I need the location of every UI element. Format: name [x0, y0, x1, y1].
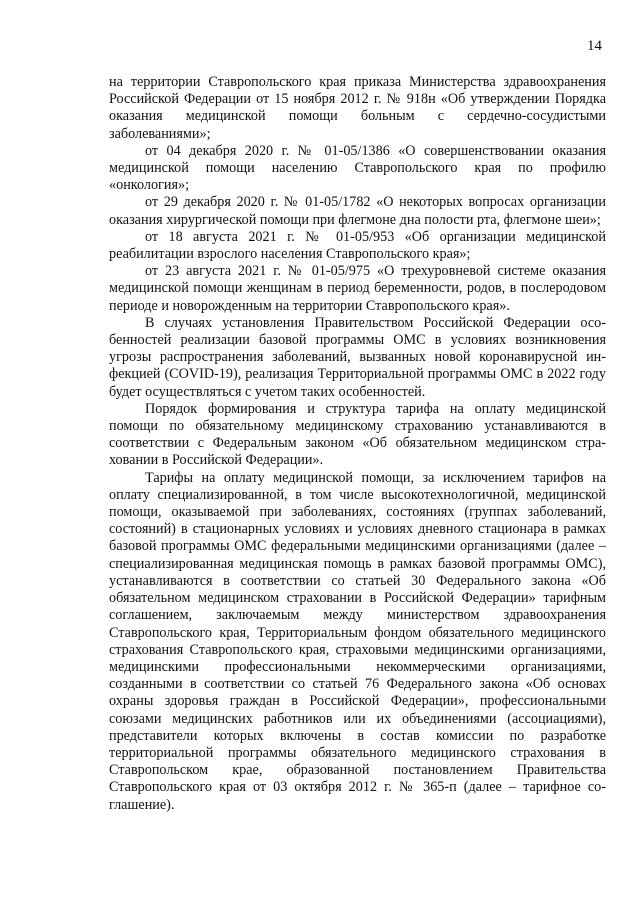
- paragraph-tariff-agreement: Тарифы на оплату медицинской помощи, за исключением тарифов на оплату специализированной, в том числе высокотехнологичной, медицинской помощи, оказываемой при заболеваниях, состояниях (группах заболеваний, состояний) в стационарных условиях и условиях дневного стационара в рамках базовой программы ОМС федеральными медицинскими организациями (далее – специализированная медицинская помощь в рамках базовой программы ОМС), устанавливаются в соответствии со статьей 30 Федерального закона «Об обязательном медицинском страховании в Российской Федерации» тарифным соглашением, заключаемым между министерством здравоохранения Ставропольского края, Территориальным фондом обязательного медицинского страхования Ставропольского края, страховыми медицинскими организациями, медицинскими профессиональными некоммерческими организациями, созданными в соответствии со статьей 76 Федерального закона «Об основах охраны здоровья граждан в Российской Федерации», профессиональными союзами медицинских работников или их объединениями (ассоциациями), представители которых включены в состав комиссии по разработке территориальной программы обязательного медицинского страхования в Ставропольском крае, образованной постановлением Правительства Ставропольского края от 03 октября 2012 г. № 365-п (далее – тарифное соглашение).: [109, 469, 606, 813]
- page-number: 14: [587, 38, 602, 54]
- paragraph-covid-features: В случаях установления Правительством Российской Федерации особенностей реализации базовой программы ОМС в условиях возникновения угрозы распространения заболеваний, вызванных новой коронавирусной инфекцией (COVID-19), реализация Территориальной программы ОМС в 2022 году будет осуществляться с учетом таких особенностей.: [109, 314, 606, 400]
- paragraph-order-1386-oncology: от 04 декабря 2020 г. № 01-05/1386 «О совершенствовании оказания медицинской помощи населению Ставропольского края по профилю «онкология»;: [109, 142, 606, 194]
- paragraph-continuation-order-918n: на территории Ставропольского края приказа Министерства здравоохранения Российской Федерации от 15 ноября 2012 г. № 918н «Об утверждении Порядка оказания медицинской помощи больным с сердечно-сосудистыми заболеваниями»;: [109, 74, 606, 142]
- paragraph-tariff-structure: Порядок формирования и структура тарифа на оплату медицинской помощи по обязательному медицинскому страхованию устанавливаются в соответствии с Федеральным законом «Об обязательном медицинском страховании в Российской Федерации».: [109, 400, 606, 469]
- paragraph-order-975-maternity: от 23 августа 2021 г. № 01-05/975 «О трехуровневой системе оказания медицинской помощи женщинам в период беременности, родов, в послеродовом периоде и новорожденным на территории Ставропольского края».: [109, 263, 606, 314]
- document-body: [109, 74, 606, 814]
- paragraph-order-1782-surgery: от 29 декабря 2020 г. № 01-05/1782 «О некоторых вопросах организации оказания хирургической помощи при флегмоне дна полости рта, флегмоне шеи»;: [109, 194, 606, 228]
- paragraph-order-953-rehabilitation: от 18 августа 2021 г. № 01-05/953 «Об организации медицинской реабилитации взрослого населения Ставропольского края»;: [109, 228, 606, 263]
